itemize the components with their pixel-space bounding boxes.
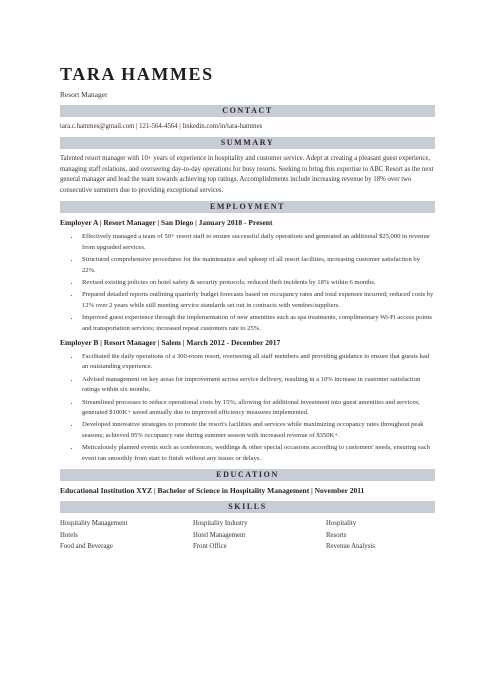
- job-bullet: • Streamlined processes to reduce operational costs by 15%; allowing for additional investment into guest amenities and services; generated $100K+ saved annually due to improved efficiency measures implemented.: [80, 398, 435, 419]
- skill-item: Hotel Management: [193, 531, 246, 539]
- section-header-summary: SUMMARY: [60, 137, 435, 149]
- skill-item: Hotels: [60, 531, 78, 539]
- skill-item: Front Office: [193, 543, 227, 551]
- job-bullet: • Prepared detailed reports outlining quarterly budget forecasts based on occupancy rates and total expenses incurred; reduced costs by 12% over 2 years while still meeting service standards set out in contracts with vendors/suppliers.: [80, 290, 435, 311]
- job-bullet: • Structured comprehensive procedures for the maintenance and upkeep of all resort facilities, increasing customer satisfaction by 22%.: [80, 255, 435, 276]
- contact-line: tara.c.hammes@gmail.com | 121-564-4564 | linkedin.com/in/tara-hammes: [60, 123, 263, 130]
- skill-item: Hospitality Industry: [193, 520, 248, 528]
- skill-item: Resorts: [326, 531, 347, 539]
- summary-text: Talented resort manager with 10+ years of experience in hospitality and customer service. Adept at creating a pleasant guest experience, managing staff relations, and overseeing day-to-day operations for busy resorts. Seeking to bring this expertise to ABC Resort as the next general manager and lead the team towards achieving top ratings. Accomplishments include increasing revenue by 18% over two consecutive summers due to providing exceptional services.: [60, 155, 434, 194]
- candidate-name: TARA HAMMES: [60, 64, 214, 84]
- skill-item: Hospitality Management: [60, 520, 128, 528]
- job-bullet: • Advised management on key areas for improvement across service delivery, resulting in a 10% increase in customer satisfaction ratings within six months.: [80, 375, 435, 396]
- job-bullet: • Effectively managed a team of 50+ resort staff to ensure successful daily operations and generated an additional $25,000 in revenue from upgraded services.: [80, 232, 435, 253]
- section-header-employment: EMPLOYMENT: [60, 201, 435, 213]
- skill-item: Revenue Analysis: [326, 543, 375, 551]
- skill-item: Food and Beverage: [60, 543, 113, 551]
- section-header-skills: SKILLS: [60, 501, 435, 513]
- candidate-title: Resort Manager: [60, 90, 108, 99]
- job-bullet: • Meticulously planned events such as conferences, weddings & other special occasions according to customers' needs, ensuring each event ran smoothly from start to finish without any issues or delays.: [80, 443, 435, 464]
- skill-item: Hospitality: [326, 520, 357, 528]
- job-bullet: • Facilitated the daily operations of a 300-room resort, overseeing all staff members and providing guidance to ensure that guests had an outstanding experience.: [80, 352, 435, 373]
- job-bullet: • Revised existing policies on hotel safety & security protocols; reduced theft incidents by 18% within 6 months.: [80, 278, 435, 288]
- skills-grid: [60, 518, 435, 553]
- job-bullet: • Developed innovative strategies to promote the resort's facilities and services while maximizing occupancy rates throughout peak seasons; achieved 95% occupancy rate during summer season with increased revenue of $350K+.: [80, 420, 435, 441]
- section-header-education: EDUCATION: [60, 469, 435, 481]
- job-bullet: • Improved guest experience through the implementation of new amenities such as spa treatments, complimentary Wi-Fi access points and transportation services; increased repeat customers rate to 25%.: [80, 313, 435, 334]
- section-header-contact: CONTACT: [60, 105, 435, 117]
- job-bullet-list: [60, 352, 435, 464]
- job-bullet-list: [60, 232, 435, 334]
- job-heading: Employer B | Resort Manager | Salem | March 2012 - December 2017: [60, 338, 281, 348]
- education-line: Educational Institution XYZ | Bachelor of Science in Hospitality Management | November 2011: [60, 486, 365, 496]
- job-heading: Employer A | Resort Manager | San Diego | January 2018 - Present: [60, 218, 273, 228]
- employment-entry: [60, 218, 435, 334]
- employment-entry: [60, 338, 435, 464]
